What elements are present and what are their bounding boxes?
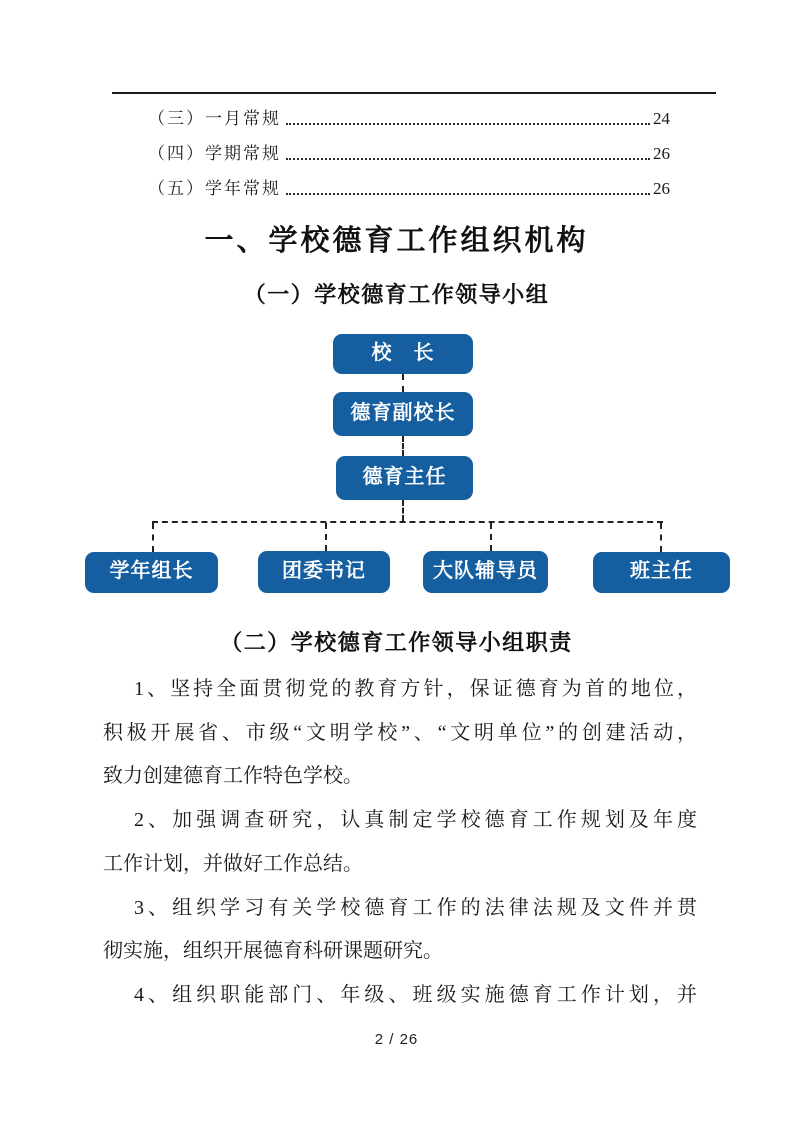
subsection-heading-a: （一）学校德育工作领导小组 (243, 282, 550, 307)
toc-entry-label: （五）学年常规 (148, 179, 281, 199)
connector-drop-grade-leader (152, 523, 154, 552)
connector-drop-class-teacher (660, 523, 662, 552)
connector-vice-director (402, 436, 404, 456)
toc-entry[interactable] (148, 164, 670, 199)
toc-entry-label: （四）学期常规 (148, 144, 281, 164)
body-paragraph-1 (103, 668, 697, 799)
paragraph-line: 彻实施，组织开展德育科研课题研究。 (103, 940, 443, 963)
paragraph-line: 1、坚持全面贯彻党的教育方针，保证德育为首的地位， (134, 678, 697, 700)
org-box-brigade-counselor: 大队辅导员 (423, 551, 548, 593)
org-box-moral-director: 德育主任 (336, 456, 473, 500)
toc-entry[interactable] (148, 129, 670, 164)
paragraph-line: 3、组织学习有关学校德育工作的法律法规及文件并贯 (134, 896, 697, 919)
org-box-vice-principal: 德育副校长 (333, 392, 473, 436)
toc-page-number: 26 (653, 179, 670, 199)
paragraph-line: 4、组织职能部门、年级、班级实施德育工作计划，并 (134, 983, 697, 1006)
body-text (103, 668, 697, 1018)
toc-page-number: 26 (653, 144, 670, 164)
connector-branch-horizontal (152, 521, 663, 523)
connector-principal-vice (402, 374, 404, 392)
section-heading: 一、学校德育工作组织机构 (204, 225, 589, 257)
connector-drop-brigade-counselor (490, 523, 492, 551)
toc-entry-label: （三）一月常规 (148, 109, 281, 129)
org-box-league-secretary: 团委书记 (258, 551, 390, 593)
paragraph-line: 2、加强调查研究，认真制定学校德育工作规划及年度 (134, 809, 697, 832)
body-paragraph-2 (103, 799, 697, 886)
body-paragraph-4 (103, 974, 697, 1018)
toc-dot-leader (286, 158, 650, 160)
paragraph-line: 积极开展省、市级“文明学校”、“文明单位”的创建活动， (103, 721, 697, 744)
toc-dot-leader (286, 123, 650, 125)
connector-director-branch (402, 500, 404, 521)
org-box-class-teacher: 班主任 (593, 552, 730, 593)
org-box-principal: 校 长 (333, 334, 473, 374)
paragraph-line: 工作计划，并做好工作总结。 (103, 852, 363, 875)
paragraph-line: 致力创建德育工作特色学校。 (103, 765, 363, 788)
subsection-heading-b: （二）学校德育工作领导小组职责 (220, 630, 573, 655)
connector-drop-league-secretary (325, 523, 327, 551)
org-box-grade-leader: 学年组长 (85, 552, 218, 593)
toc-entry[interactable] (148, 94, 670, 129)
toc-dot-leader (286, 193, 650, 195)
table-of-contents (148, 94, 670, 199)
page-number-footer: 2 / 26 (374, 1031, 419, 1048)
toc-page-number: 24 (653, 109, 670, 129)
body-paragraph-3 (103, 887, 697, 974)
